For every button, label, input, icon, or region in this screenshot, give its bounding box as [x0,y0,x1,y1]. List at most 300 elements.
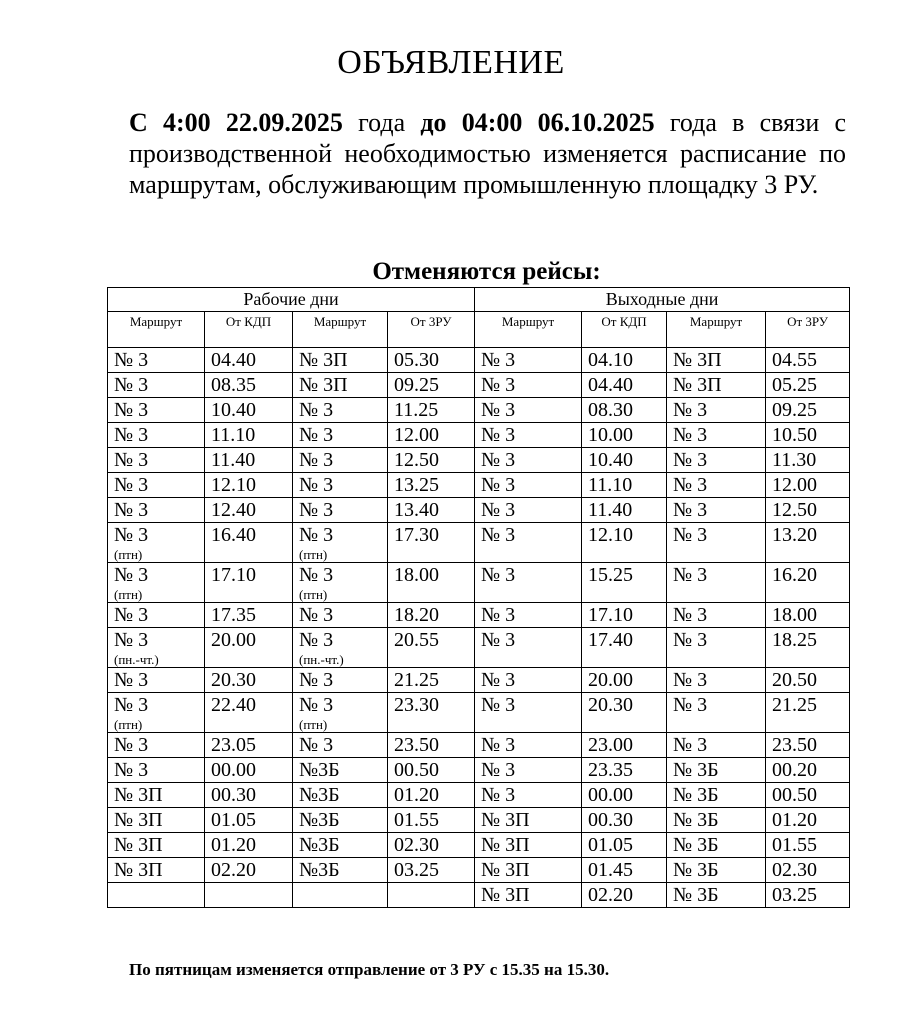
cell-value: № 3 [299,449,334,471]
cell-value: № 3 [481,474,516,496]
table-cell [205,668,293,693]
table-row [108,423,850,448]
table-cell [766,808,850,833]
table-cell [205,448,293,473]
table-cell [108,733,205,758]
table-row [108,858,850,883]
table-cell [293,423,388,448]
column-header: От КДП [582,312,667,348]
cell-value: № 3 [114,669,149,691]
table-cell [475,858,582,883]
table-row [108,783,850,808]
table-cell [582,473,667,498]
table-cell [582,858,667,883]
table-row [108,448,850,473]
group-weekends: Выходные дни [475,288,850,312]
table-cell [475,448,582,473]
table-cell [388,603,475,628]
cell-value: № 3 [299,499,334,521]
cell-value: № 3Б [673,834,719,856]
table-cell [766,783,850,808]
table-cell [667,398,766,423]
table-cell [108,348,205,373]
table-cell [388,758,475,783]
cell-value: 01.45 [588,859,634,881]
table-cell [388,448,475,473]
table-cell [475,498,582,523]
table-cell [766,833,850,858]
cell-value: 21.25 [394,669,439,691]
table-cell [667,373,766,398]
cell-value: № 3П [481,834,530,856]
table-cell [582,373,667,398]
table-cell [766,858,850,883]
cell-value: 01.20 [772,809,818,831]
cell-value: 20.50 [772,669,818,691]
table-cell [766,523,850,563]
table-cell [108,858,205,883]
cell-value: № 3П [481,809,530,831]
cell-value: № 3П [114,859,163,881]
table-cell [205,628,293,668]
table-cell [388,833,475,858]
cell-value: 11.25 [394,399,439,421]
table-cell [388,808,475,833]
cell-value: № 3 [481,734,516,756]
table-cell [388,628,475,668]
cell-value: 15.25 [588,564,634,586]
cell-value: 01.55 [772,834,818,856]
cell-value: № 3 [114,604,149,626]
table-cell [667,733,766,758]
table-row [108,398,850,423]
table-cell [293,498,388,523]
cell-value: 02.20 [588,884,634,906]
cell-value: 11.10 [211,424,256,446]
table-cell [388,858,475,883]
table-cell [766,603,850,628]
group-header-row [108,288,850,312]
cell-value: 08.30 [588,399,634,421]
table-cell [108,833,205,858]
table-cell [766,733,850,758]
cell-value: 22.40 [211,694,256,716]
cell-value: № 3 [481,784,516,806]
start-datetime: С 4:00 22.09.2025 [129,108,343,137]
cell-value: № 3 [481,669,516,691]
table-row [108,603,850,628]
cell-value: № 3 [114,399,149,421]
column-header: Маршрут [667,312,766,348]
table-cell [205,808,293,833]
table-cell [667,668,766,693]
table-row [108,733,850,758]
table-cell [582,833,667,858]
cell-value: № 3 [114,424,149,446]
table-cell [475,348,582,373]
cell-value: № 3 [114,374,149,396]
cell-value: №3Б [299,859,340,881]
table-cell [582,668,667,693]
cell-value: 00.00 [588,784,634,806]
table-cell [766,448,850,473]
table-cell [475,733,582,758]
table-row [108,473,850,498]
cell-value: 13.20 [772,524,818,546]
column-header: Маршрут [293,312,388,348]
cell-value: 16.20 [772,564,818,586]
cell-value: № 3Б [673,809,719,831]
cell-value: 01.05 [588,834,634,856]
cancelled-trips-heading: Отменяются рейсы: [372,258,601,285]
table-cell [388,373,475,398]
table-cell [667,473,766,498]
table-cell [205,498,293,523]
table-cell [388,498,475,523]
schedule-table [107,287,850,908]
table-cell [108,668,205,693]
cell-value: № 3 [299,669,334,691]
cell-value: № 3 [673,604,708,626]
cell-value: № 3Б [673,859,719,881]
table-cell [475,783,582,808]
cell-value: № 3П [481,859,530,881]
cell-value: 17.35 [211,604,256,626]
table-cell [108,498,205,523]
table-cell [766,693,850,733]
table-cell [293,783,388,808]
cell-value: 02.20 [211,859,256,881]
table-cell [205,563,293,603]
table-cell [582,783,667,808]
table-cell [293,693,388,733]
table-cell [108,758,205,783]
cell-value: № 3 [673,424,708,446]
table-cell [388,523,475,563]
table-cell [205,833,293,858]
table-cell [582,603,667,628]
table-cell [293,628,388,668]
cell-value: 02.30 [394,834,439,856]
intro-text-2: года в связи с производственной необходимостью изменяется расписание по маршрутам, обслуживающим промышленную площадку 3 РУ. [129,108,846,199]
table-cell [475,883,582,908]
table-cell [293,883,388,908]
table-cell [667,783,766,808]
cell-value: 16.40 [211,524,256,546]
cell-value: 17.10 [211,564,256,586]
cell-value: 00.20 [772,759,818,781]
table-cell [667,423,766,448]
cell-value: № 3 [481,524,516,546]
table-cell [582,448,667,473]
cell-value: № 3П [114,784,163,806]
cell-value: № 3 [481,374,516,396]
table-cell [293,808,388,833]
cell-note: (птн) [299,717,328,732]
cell-value: 00.30 [211,784,256,806]
table-cell [205,473,293,498]
cell-value: 10.00 [588,424,634,446]
cell-value: № 3 [673,669,708,691]
cell-value: № 3 [114,734,149,756]
cell-value: 04.40 [211,349,256,371]
cell-value: № 3 [481,399,516,421]
cell-value: № 3 [299,399,334,421]
table-cell [582,523,667,563]
cell-value: № 3 [299,734,334,756]
cell-value: № 3 [114,564,149,586]
table-row [108,563,850,603]
cell-note: (птн) [114,717,143,732]
table-row [108,833,850,858]
table-cell [667,758,766,783]
cell-value: 12.10 [588,524,634,546]
cell-value: 20.00 [588,669,634,691]
table-row [108,693,850,733]
cell-value: 12.50 [394,449,439,471]
cell-value: 12.00 [394,424,439,446]
cell-value: 17.10 [588,604,634,626]
cell-value: № 3 [673,629,708,651]
cell-value: 04.55 [772,349,818,371]
table-cell [766,628,850,668]
cell-value: 01.05 [211,809,256,831]
cell-value: 23.05 [211,734,256,756]
table-cell [293,448,388,473]
cell-value: № 3 [481,694,516,716]
cell-value: 01.20 [394,784,439,806]
cell-value: №3Б [299,834,340,856]
table-cell [475,668,582,693]
cell-value: 13.40 [394,499,439,521]
cell-value: 21.25 [772,694,818,716]
cell-value: 05.25 [772,374,818,396]
table-cell [475,603,582,628]
cell-value: № 3П [114,809,163,831]
table-cell [108,373,205,398]
table-row [108,498,850,523]
table-cell [667,808,766,833]
table-cell [108,693,205,733]
table-cell [108,628,205,668]
cell-value: № 3 [114,499,149,521]
table-cell [205,398,293,423]
column-header-row [108,312,850,348]
group-weekdays: Рабочие дни [108,288,475,312]
table-cell [667,693,766,733]
table-cell [388,668,475,693]
cell-value: № 3 [114,759,149,781]
table-row [108,668,850,693]
cell-value: 12.10 [211,474,256,496]
table-cell [667,523,766,563]
cell-value: 11.40 [211,449,256,471]
cell-value: 05.30 [394,349,439,371]
table-cell [108,783,205,808]
table-row [108,883,850,908]
table-cell [667,448,766,473]
table-row [108,808,850,833]
table-cell [388,398,475,423]
end-datetime: до 04:00 06.10.2025 [420,108,655,137]
cell-value: 18.00 [772,604,818,626]
cell-value: 12.50 [772,499,818,521]
table-cell [475,628,582,668]
column-header: От 3РУ [388,312,475,348]
cell-value: 00.30 [588,809,634,831]
cell-value: 20.30 [211,669,256,691]
table-cell [475,833,582,858]
table-cell [108,523,205,563]
table-cell [293,668,388,693]
table-cell [582,348,667,373]
cell-note: (птн) [114,547,143,562]
column-header: От КДП [205,312,293,348]
table-cell [293,833,388,858]
table-cell [293,858,388,883]
cell-value: № 3 [481,759,516,781]
cell-note: (пн.-чт.) [114,652,159,667]
table-row [108,523,850,563]
table-cell [108,603,205,628]
table-cell [293,348,388,373]
cell-value: № 3П [299,374,348,396]
table-cell [205,603,293,628]
cell-value: №3Б [299,759,340,781]
cell-value: № 3П [673,374,722,396]
table-cell [582,693,667,733]
table-row [108,348,850,373]
table-cell [582,758,667,783]
table-cell [582,398,667,423]
table-cell [293,398,388,423]
table-cell [388,563,475,603]
cell-value: 18.00 [394,564,439,586]
table-cell [293,563,388,603]
cell-value: 10.40 [211,399,256,421]
cell-value: № 3 [299,524,334,546]
table-cell [388,783,475,808]
table-cell [293,373,388,398]
table-cell [766,373,850,398]
cell-value: № 3 [114,349,149,371]
table-row [108,758,850,783]
cell-value: № 3 [481,424,516,446]
table-cell [205,523,293,563]
cell-value: № 3 [299,424,334,446]
cell-value: 18.20 [394,604,439,626]
table-cell [205,783,293,808]
cell-value: № 3 [673,524,708,546]
table-cell [205,423,293,448]
cell-value: № 3 [114,694,149,716]
cell-value: № 3 [673,449,708,471]
column-header: От 3РУ [766,312,850,348]
table-cell [475,693,582,733]
cell-value: № 3 [481,629,516,651]
column-header: Маршрут [108,312,205,348]
cell-value: № 3 [114,474,149,496]
table-row [108,628,850,668]
cell-value: № 3Б [673,884,719,906]
cell-value: № 3 [299,564,334,586]
table-cell [388,693,475,733]
cell-value: № 3 [299,694,334,716]
table-cell [667,883,766,908]
table-cell [475,373,582,398]
cell-value: № 3 [673,694,708,716]
table-cell [667,628,766,668]
cell-note: (пн.-чт.) [299,652,344,667]
column-header: Маршрут [475,312,582,348]
table-cell [293,603,388,628]
cell-value: 23.30 [394,694,439,716]
cell-value: 23.35 [588,759,634,781]
cell-value: 20.30 [588,694,634,716]
table-cell [388,423,475,448]
table-cell [475,563,582,603]
table-cell [108,423,205,448]
cell-value: 01.20 [211,834,256,856]
table-cell [293,758,388,783]
cell-value: 11.30 [772,449,817,471]
cell-value: № 3 [481,604,516,626]
table-cell [667,348,766,373]
table-cell [582,808,667,833]
cell-value: 10.50 [772,424,818,446]
table-cell [766,348,850,373]
cell-value: 04.40 [588,374,634,396]
cell-value: № 3 [673,499,708,521]
cell-value: № 3П [673,349,722,371]
table-cell [766,668,850,693]
cell-value: № 3П [114,834,163,856]
table-cell [388,733,475,758]
table-cell [388,348,475,373]
cell-value: 23.00 [588,734,634,756]
intro-text-1: года [342,108,421,137]
cell-note: (птн) [114,587,143,602]
table-cell [205,373,293,398]
cell-value: 18.25 [772,629,818,651]
table-cell [388,473,475,498]
table-cell [766,563,850,603]
table-cell [205,858,293,883]
table-cell [205,883,293,908]
table-cell [388,883,475,908]
table-cell [766,398,850,423]
cell-value: 04.10 [588,349,634,371]
cell-value: № 3 [114,629,149,651]
page-title: ОБЪЯВЛЕНИЕ [337,44,565,81]
table-cell [475,423,582,448]
table-cell [293,523,388,563]
table-cell [475,398,582,423]
cell-value: 00.50 [394,759,439,781]
cell-value: 10.40 [588,449,634,471]
cell-value: 11.40 [588,499,633,521]
cell-value: № 3 [299,629,334,651]
table-cell [766,473,850,498]
table-cell [475,523,582,563]
cell-value: №3Б [299,784,340,806]
table-cell [205,733,293,758]
cell-value: 08.35 [211,374,256,396]
cell-value: 17.40 [588,629,634,651]
table-cell [475,473,582,498]
table-cell [766,758,850,783]
announcement-text [129,107,846,200]
